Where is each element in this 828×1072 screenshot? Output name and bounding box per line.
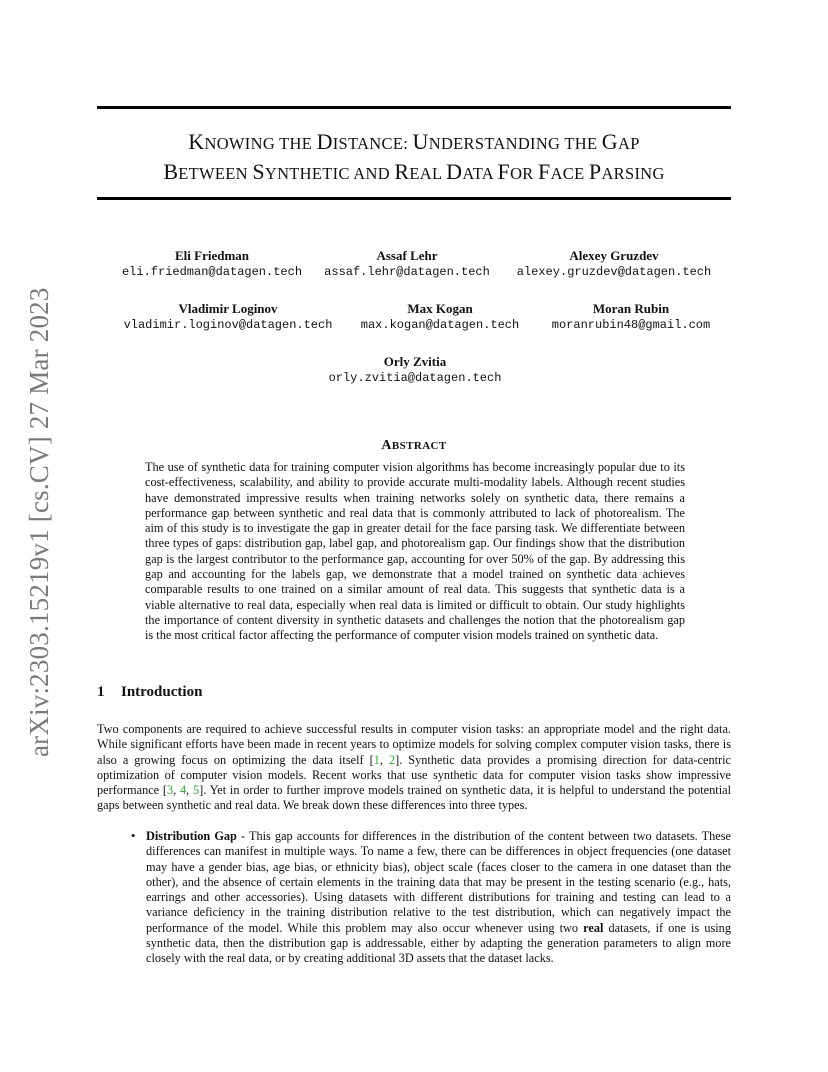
author-block	[502, 248, 726, 280]
abstract-text: The use of synthetic data for training computer vision algorithms has become increasingly popular due to its cost-effectiveness, scalability, and ability to provide accurate multi-modality labels. Although recent studies have demonstrated impressive results when training networks solely on synthetic data, there remains a performance gap between synthetic and real data that is commonly attributed to lack of photorealism. The aim of this study is to investigate the gap in greater detail for the face parsing task. We differentiate between three types of gaps: distribution gap, label gap, and photorealism gap. Our findings show that the distribution gap is the largest contributor to the performance gap, accounting for over 50% of the gap. By addressing this gap and accounting for the labels gap, we demonstrate that a model trained on synthetic data achieves comparable results to one trained on a similar amount of real data. This suggests that synthetic data is a viable alternative to real data, especially when real data is limited or difficult to obtain. Our study highlights the importance of content diversity in synthetic datasets and challenges the notion that the photorealism gap is the most critical factor affecting the performance of computer vision models trained on synthetic data.	[145, 460, 685, 643]
arxiv-identifier: arXiv:2303.15219v1 [cs.CV] 27 Mar 2023	[24, 287, 54, 757]
author-block	[113, 301, 343, 333]
bullet-term: Distribution Gap	[146, 829, 237, 843]
author-name: Max Kogan	[407, 301, 473, 316]
author-block	[340, 301, 540, 333]
author-email[interactable]: orly.zvitia@datagen.tech	[328, 371, 502, 385]
paper-title: KNOWING THE DISTANCE: UNDERSTANDING THE GAP BETWEEN SYNTHETIC AND REAL DATA FOR FACE PARSING	[163, 129, 665, 184]
citation-link[interactable]: 3	[167, 783, 174, 798]
author-block	[526, 301, 736, 333]
author-name: Orly Zvitia	[383, 354, 447, 369]
author-name: Assaf Lehr	[376, 248, 438, 263]
author-name: Alexey Gruzdev	[569, 248, 659, 263]
section-heading	[97, 683, 202, 701]
citation-link[interactable]: 4	[180, 783, 187, 798]
abstract-heading: ABSTRACT	[381, 438, 447, 453]
bullet-marker: •	[131, 829, 136, 843]
section-number: 1	[97, 684, 105, 700]
author-block	[305, 354, 525, 386]
author-name: Eli Friedman	[174, 248, 250, 263]
intro-paragraph: Two components are required to achieve successful results in computer vision tasks: an appropriate model and the right data. While significant efforts have been made in recent years to optimize models for solving complex computer vision tasks, there is also a growing focus on optimizing the data itself [1, 2]. Synthetic data provides a promising direction for data-centric optimization of computer vision models. Recent works that use synthetic data for computer vision tasks show impressive performance [3, 4, 5]. Yet in order to further improve models trained on synthetic data, it is helpful to understand the potential gaps between synthetic and real data. We break down these differences into three types.	[97, 722, 732, 813]
author-name: Moran Rubin	[592, 301, 670, 316]
title-rule-top	[97, 106, 731, 109]
bullet-text: Distribution Gap - This gap accounts for differences in the distribution of the content between two datasets. These differences can manifest in multiple ways. To name a few, there can be differences in object frequencies (one dataset may have a gender bias, age bias, or ethnicity bias), object scale (faces closer to the camera in one dataset than the other), and the absence of certain elements in the training data that may be present in the testing scenario (e.g., hats, earrings and other accessories). Using datasets with different distributions for training and testing can lead to a variance deficiency in the training distribution relative to the test distribution, which can negatively impact the performance of the model. While this problem may also occur whenever using two real datasets, if one is using synthetic data, then the distribution gap is addressable, either by adapting the generation parameters to align more closely with the real data, or by creating additional 3D assets that the dataset lacks.	[146, 829, 731, 966]
author-email[interactable]: max.kogan@datagen.tech	[360, 318, 520, 332]
author-email[interactable]: vladimir.loginov@datagen.tech	[123, 318, 333, 332]
author-email[interactable]: moranrubin48@gmail.com	[551, 318, 711, 332]
citation-link[interactable]: 2	[388, 752, 396, 767]
title-rule-bottom	[97, 197, 731, 200]
citation-link[interactable]: 5	[193, 783, 200, 798]
author-email[interactable]: assaf.lehr@datagen.tech	[324, 265, 490, 279]
author-block	[112, 248, 312, 280]
bullet-item-distribution-gap	[131, 829, 731, 967]
citation-link[interactable]: 1	[373, 752, 380, 767]
author-email[interactable]: eli.friedman@datagen.tech	[121, 265, 303, 279]
author-name: Vladimir Loginov	[178, 301, 278, 316]
author-block	[307, 248, 507, 280]
author-email[interactable]: alexey.gruzdev@datagen.tech	[516, 265, 712, 279]
section-title: Introduction	[121, 684, 203, 700]
